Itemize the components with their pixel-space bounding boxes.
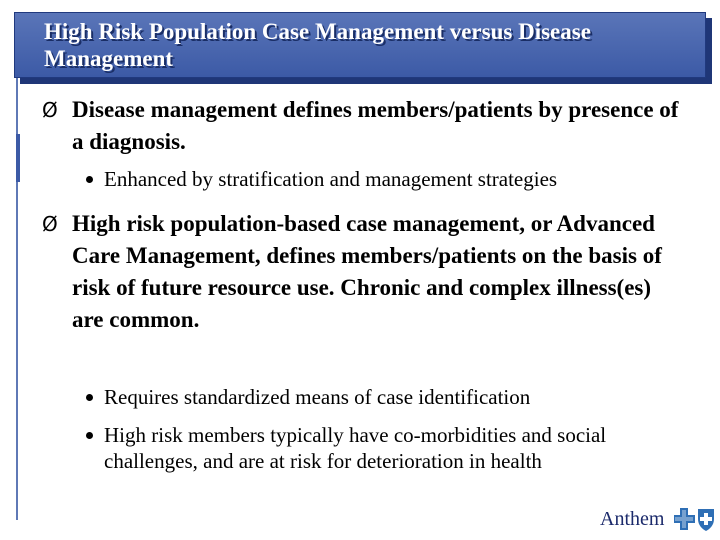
- blue-cross-shield-logo: [674, 506, 718, 532]
- left-accent-tick: [16, 134, 20, 182]
- blue-cross-icon: [674, 508, 695, 530]
- bullet-text: High risk population-based case management, or Advanced Care Management, defines members/patients on the basis of risk of future resource use. Chronic and complex illness(es) are common.: [72, 211, 662, 332]
- logo-text: Anthem: [600, 508, 665, 530]
- slide-title: High Risk Population Case Management versus Disease Management: [44, 19, 591, 71]
- dot-bullet-icon: [86, 176, 93, 183]
- bullet-case-management: [42, 208, 682, 336]
- sub-bullet-text: Enhanced by stratification and management strategies: [104, 167, 558, 191]
- sub-bullet-text: Requires standardized means of case identification: [104, 385, 531, 409]
- arrow-bullet-icon: Ø: [42, 212, 58, 236]
- sub-bullet-identification: [86, 384, 686, 410]
- bullet-disease-management: [42, 94, 682, 158]
- bullet-text: Disease management defines members/patients by presence of a diagnosis.: [72, 97, 679, 154]
- arrow-bullet-icon: Ø: [42, 98, 58, 122]
- dot-bullet-icon: [86, 432, 93, 439]
- blue-shield-icon: [698, 509, 714, 531]
- sub-bullet-comorbidities: [86, 422, 686, 474]
- sub-bullet-stratification: [86, 166, 686, 192]
- dot-bullet-icon: [86, 394, 93, 401]
- sub-bullet-text: High risk members typically have co-morbidities and social challenges, and are at risk for deterioration in health: [104, 423, 607, 473]
